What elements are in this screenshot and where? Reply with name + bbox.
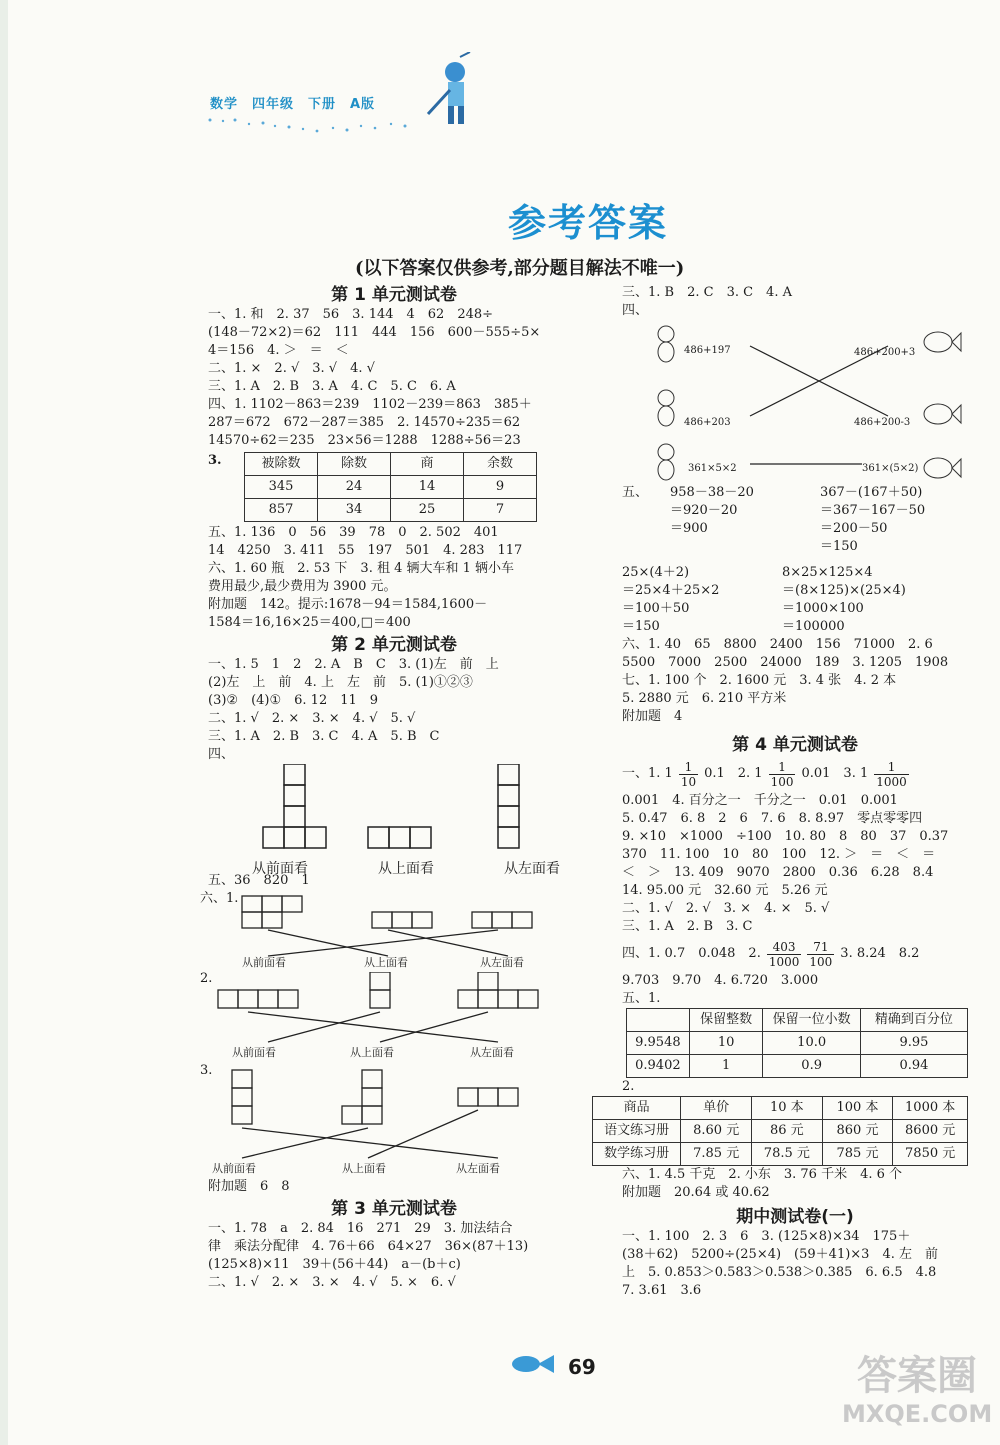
table-cell: 785 元 (822, 1143, 893, 1166)
calc-step: ＝150 (622, 619, 660, 634)
table-cell: 数学练习册 (593, 1143, 681, 1166)
unit1-bonus: 附加题 142。提示:1678－94＝1584,1600－ (208, 597, 488, 612)
table-cell: 78.5 元 (752, 1143, 823, 1166)
cat-icon (652, 324, 680, 364)
unit2-line: 四、 (208, 747, 235, 762)
cube-views-figure (208, 764, 580, 854)
unit4-title: 第 4 单元测试卷 (732, 735, 858, 755)
small-view-label: 从左面看 (456, 1162, 500, 1175)
unit1-line: 三、1. A 2. B 3. A 4. C 5. C 6. A (208, 379, 456, 394)
unit3-line: 七、1. 100 个 2. 1600 元 3. 4 张 4. 2 本 (622, 673, 897, 688)
unit2-line: (2)左 上 前 4. 上 左 前 5. (1)①②③ (208, 675, 473, 690)
fish-icon (922, 328, 962, 356)
table-header: 100 本 (822, 1097, 893, 1120)
unit4-text: 0.01 3. 1 (801, 766, 869, 781)
match-left-expr: 486+197 (684, 345, 731, 356)
unit1-line: 四、1. 1102－863＝239 1102－239＝863 385＋ (208, 397, 532, 412)
table-header: 商 (391, 453, 464, 476)
unit1-line: 14570÷62＝235 23×56＝1288 1288÷56＝23 (208, 433, 521, 448)
unit1-line: 六、1. 60 瓶 2. 53 下 3. 租 4 辆大车和 1 辆小车 (208, 561, 515, 576)
view-label: 从左面看 (504, 861, 560, 877)
unit4-line: 0.001 4. 百分之一 千分之一 0.01 0.001 (622, 793, 898, 808)
small-view-label: 从前面看 (242, 956, 286, 969)
table-header: 保留一位小数 (763, 1009, 860, 1032)
q6-1-diagram (208, 894, 580, 958)
unit3-title: 第 3 单元测试卷 (331, 1199, 457, 1219)
view-label: 从上面看 (378, 861, 434, 877)
unit3-q5-label: 五、 (622, 485, 649, 500)
view-label: 从前面看 (252, 861, 308, 877)
table-cell: 8600 元 (893, 1120, 968, 1143)
table-cell: 25 (391, 499, 464, 522)
q6-label: 3. (200, 1063, 213, 1078)
calc-step: ＝900 (670, 521, 708, 536)
unit4-text: 一、1. 1 (622, 766, 673, 781)
unit1-bonus: 1584＝16,16×25＝400,□＝400 (208, 615, 411, 630)
small-view-label: 从上面看 (350, 1046, 394, 1059)
table-cell: 7.85 元 (681, 1143, 752, 1166)
table-cell: 0.9402 (627, 1055, 690, 1078)
table-cell: 345 (245, 476, 318, 499)
q6-2-diagram (208, 972, 580, 1046)
calc-step: ＝100＋50 (622, 601, 690, 616)
unit4-line: 9.703 9.70 4. 6.720 3.000 (622, 973, 819, 988)
fraction-denominator: 1000 (876, 774, 907, 789)
unit2-line: 五、36 820 1 (208, 873, 310, 888)
unit3-line: 律 乘法分配律 4. 76＋66 64×27 36×(87＋13) (208, 1239, 529, 1254)
cat-icon (652, 442, 680, 482)
table-header: 保留整数 (689, 1009, 763, 1032)
unit4-fraction-line (622, 756, 968, 792)
unit2-line: 二、1. √ 2. × 3. × 4. √ 5. √ (208, 711, 416, 726)
unit4-fraction-line (622, 936, 968, 972)
calc-step: 25×(4＋2) (622, 565, 690, 580)
unit4-line: ＜ ＞ 13. 409 9070 2800 0.36 6.28 8.4 (622, 865, 934, 880)
table-cell: 9.9548 (627, 1032, 690, 1055)
table-cell: 9.95 (860, 1032, 967, 1055)
right-column (604, 284, 968, 1300)
unit4-line: 二、1. √ 2. √ 3. × 4. × 5. √ (622, 901, 830, 916)
table-cell: 14 (391, 476, 464, 499)
price-table (592, 1096, 968, 1166)
fraction-numerator: 1 (874, 760, 909, 775)
page-number: 69 (568, 1355, 596, 1379)
calc-step: ＝1000×100 (782, 601, 864, 616)
small-view-label: 从前面看 (232, 1046, 276, 1059)
unit4-line: 9. ×10 ×1000 ÷100 10. 80 8 80 37 0.37 (622, 829, 949, 844)
table-header: 除数 (318, 453, 391, 476)
table-cell: 0.94 (860, 1055, 967, 1078)
q6-3-figure (200, 1062, 580, 1178)
fraction-denominator: 100 (809, 954, 833, 969)
table-cell: 8.60 元 (681, 1120, 752, 1143)
match-left-expr: 486+203 (684, 417, 731, 428)
fraction-numerator: 403 (767, 940, 802, 955)
table-cell: 0.9 (763, 1055, 860, 1078)
table-header: 被除数 (245, 453, 318, 476)
small-view-label: 从左面看 (470, 1046, 514, 1059)
q6-2-figure (200, 970, 580, 1062)
unit3-line: 5. 2880 元 6. 210 平方米 (622, 691, 787, 706)
table-header (627, 1009, 690, 1032)
rounding-table (626, 1008, 968, 1078)
unit3-line: 二、1. √ 2. × 3. × 4. √ 5. × 6. √ (208, 1275, 456, 1290)
fraction-numerator: 71 (807, 940, 834, 955)
calc-step: 367－(167＋50) (820, 485, 923, 500)
division-table (244, 452, 537, 522)
calc-step: ＝(8×125)×(25×4) (782, 583, 906, 598)
unit3-line: 三、1. B 2. C 3. C 4. A (622, 285, 792, 300)
unit4-line: 三、1. A 2. B 3. C (622, 919, 753, 934)
fish-icon (922, 400, 962, 428)
table-cell: 9 (464, 476, 537, 499)
table-cell: 7850 元 (893, 1143, 968, 1166)
unit4-text: 0.1 2. 1 (704, 766, 763, 781)
table-header: 精确到百分位 (860, 1009, 967, 1032)
unit4-line: 六、1. 4.5 千克 2. 小东 3. 76 千米 4. 6 个 (622, 1167, 903, 1182)
unit1-line: 14 4250 3. 411 55 197 501 4. 283 117 (208, 543, 523, 558)
calc-step: ＝100000 (782, 619, 845, 634)
unit4-table-label: 五、1. (622, 991, 661, 1006)
calc-step: 958－38－20 (670, 485, 754, 500)
unit3-line: 5500 7000 2500 24000 189 3. 1205 1908 (622, 655, 949, 670)
small-view-label: 从左面看 (480, 956, 524, 969)
q6-3-diagram (208, 1066, 580, 1164)
child-drawing-icon (420, 52, 480, 132)
q6-label: 六、1. (200, 891, 239, 906)
midterm-line: (38＋62) 5200÷(25×4) (59＋41)×3 4. 左 前 (622, 1247, 938, 1262)
unit1-line: 二、1. × 2. √ 3. √ 4. √ (208, 361, 375, 376)
table-header: 商品 (593, 1097, 681, 1120)
fraction-numerator: 1 (769, 760, 796, 775)
fraction (679, 760, 698, 789)
fraction-denominator: 1000 (768, 954, 800, 969)
unit4-bonus: 附加题 20.64 或 40.62 (622, 1185, 770, 1200)
unit4-text: 四、1. 0.7 0.048 2. (622, 946, 761, 961)
fraction (769, 760, 796, 789)
calc-step: ＝150 (820, 539, 858, 554)
fraction-denominator: 10 (680, 774, 697, 789)
unit1-line: 五、1. 136 0 56 39 78 0 2. 502 401 (208, 525, 499, 540)
table-header: 10 本 (752, 1097, 823, 1120)
table-cell: 86 元 (752, 1120, 823, 1143)
fish-icon (922, 454, 962, 482)
sparkle-decoration-icon (205, 112, 435, 152)
table-cell: 7 (464, 499, 537, 522)
unit2-line: (3)② (4)① 6. 12 11 9 (208, 693, 379, 708)
matching-figure (622, 320, 968, 474)
table-cell: 34 (318, 499, 391, 522)
unit1-table-label: 3. (208, 453, 222, 468)
unit1-title: 第 1 单元测试卷 (331, 285, 457, 305)
unit1-line: (148－72×2)＝62 111 444 156 600－555÷5× (208, 325, 541, 340)
unit2-line: 一、1. 5 1 2 2. A B C 3. (1)左 前 上 (208, 657, 499, 672)
table-header: 单价 (681, 1097, 752, 1120)
calc-step: ＝920－20 (670, 503, 738, 518)
calc-step: ＝367－167－50 (820, 503, 926, 518)
unit4-line: 14. 95.00 元 32.60 元 5.26 元 (622, 883, 828, 898)
page-title: 参考答案 (507, 201, 668, 245)
table-cell: 860 元 (822, 1120, 893, 1143)
unit1-line: 一、1. 和 2. 37 56 3. 144 4 62 248÷ (208, 307, 494, 322)
small-view-label: 从上面看 (364, 956, 408, 969)
midterm-line: 7. 3.61 3.6 (622, 1283, 702, 1298)
unit4-table-label: 2. (622, 1079, 635, 1094)
unit3-line: 六、1. 40 65 8800 2400 156 71000 2. 6 (622, 637, 933, 652)
unit3-bonus: 附加题 4 (622, 709, 683, 724)
table-header: 余数 (464, 453, 537, 476)
calc-step: 8×25×125×4 (782, 565, 873, 580)
calc-block (622, 484, 968, 556)
unit3-line: 一、1. 78 a 2. 84 16 271 29 3. 加法结合 (208, 1221, 513, 1236)
calc-step (670, 538, 820, 556)
midterm-title: 期中测试卷(一) (736, 1207, 854, 1227)
q6-label: 2. (200, 971, 213, 986)
fraction (767, 940, 802, 969)
fraction-denominator: 100 (770, 774, 794, 789)
unit1-line: 费用最少,最少费用为 3900 元。 (208, 579, 397, 594)
unit4-line: 5. 0.47 6. 8 2 6 7. 6 8. 8.97 零点零零四 (622, 811, 923, 826)
unit3-q4-label: 四、 (622, 303, 649, 318)
table-cell: 24 (318, 476, 391, 499)
table-cell: 语文练习册 (593, 1120, 681, 1143)
calc-step: ＝25×4＋25×2 (622, 583, 720, 598)
table-cell: 10 (689, 1032, 763, 1055)
table-header: 1000 本 (893, 1097, 968, 1120)
unit4-text: 3. 8.24 8.2 (840, 946, 920, 961)
unit2-bonus: 附加题 6 8 (208, 1179, 290, 1194)
calc-block (622, 564, 968, 636)
match-right-expr: 486+200-3 (854, 417, 911, 428)
midterm-line: 上 5. 0.853＞0.583＞0.538＞0.385 6. 6.5 4.8 (622, 1265, 937, 1280)
watermark-url: MXQE.COM (842, 1400, 993, 1428)
match-right-expr: 361×(5×2) (862, 463, 919, 474)
match-left-expr: 361×5×2 (688, 463, 737, 474)
book-header: 数学 四年级 下册 A版 (210, 97, 376, 112)
footer-fish-icon (508, 1352, 560, 1376)
watermark-logo (842, 1352, 992, 1442)
unit2-line: 三、1. A 2. B 3. C 4. A 5. B C (208, 729, 440, 744)
watermark-text: 答案圈 (857, 1353, 977, 1399)
unit3-line: (125×8)×11 39＋(56＋44) a－(b＋c) (208, 1257, 461, 1272)
fraction (807, 940, 834, 969)
q6-1-figure (200, 890, 580, 970)
unit2-title: 第 2 单元测试卷 (331, 635, 457, 655)
small-view-label: 从上面看 (342, 1162, 386, 1175)
match-right-expr: 486+200+3 (854, 347, 916, 358)
page-subtitle: (以下答案仅供参考,部分题目解法不唯一) (355, 258, 685, 279)
fraction-numerator: 1 (679, 760, 698, 775)
table-cell: 1 (689, 1055, 763, 1078)
table-cell: 10.0 (763, 1032, 860, 1055)
unit4-line: 370 11. 100 10 80 100 12. ＞ ＝ ＜ ＝ (622, 847, 936, 862)
table-cell: 857 (245, 499, 318, 522)
page-binding-edge (0, 0, 8, 1445)
small-view-label: 从前面看 (212, 1162, 256, 1175)
midterm-line: 一、1. 100 2. 3 6 3. (125×8)×34 175＋ (622, 1229, 911, 1244)
left-column (200, 282, 580, 1292)
fraction (874, 760, 909, 789)
view-drawings (208, 764, 580, 877)
calc-step: ＝200－50 (820, 521, 888, 536)
unit1-line: 287＝672 672－287＝385 2. 14570÷235＝62 (208, 415, 521, 430)
unit1-line: 4＝156 4. ＞ ＝ ＜ (208, 343, 349, 358)
cat-icon (652, 388, 680, 428)
